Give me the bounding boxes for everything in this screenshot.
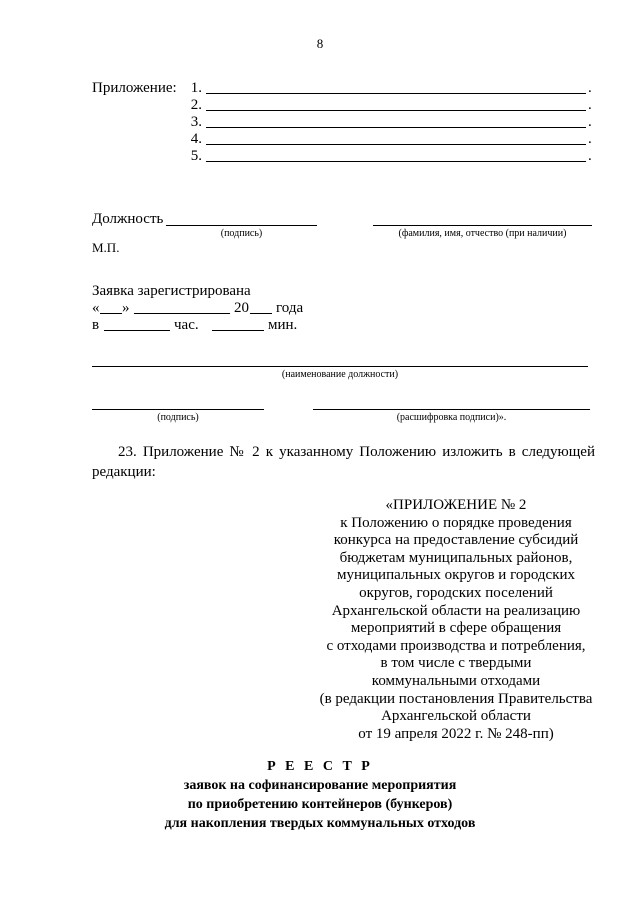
appendix-item-end: . (588, 97, 592, 113)
appendix-header-line: муниципальных округов и городских (336, 567, 576, 584)
registrar-decoding-line (313, 409, 590, 410)
appendix-item-end: . (588, 131, 592, 147)
appendix-item-line (206, 161, 586, 162)
minutes-label: мин. (268, 317, 298, 333)
position-name-line (92, 366, 588, 367)
appendix-header-line: к Положению о порядке проведения (340, 514, 572, 531)
appendix-item-number: 2. (190, 97, 202, 113)
fullname-caption: (фамилия, имя, отчество (при наличии) (398, 228, 567, 239)
appendix-header-line: от 19 апреля 2022 г. № 248-пп) (358, 725, 554, 742)
registration-time-row (92, 316, 352, 334)
registrar-decoding-caption: (расшифровка подписи)». (396, 412, 507, 423)
registration-title: Заявка зарегистрирована (92, 283, 251, 299)
year-line (250, 313, 272, 314)
month-line (134, 313, 230, 314)
appendix-header-line: (в редакции постановления Правительства (319, 690, 593, 707)
day-line (100, 313, 122, 314)
appendix-header-line: «ПРИЛОЖЕНИЕ № 2 (385, 497, 527, 513)
appendix-item-end: . (588, 80, 592, 96)
position-name-caption: (наименование должности) (281, 369, 399, 380)
appendix-item-number: 1. (190, 80, 202, 96)
appendix-header-line: бюджетам муниципальных районов, (339, 549, 573, 566)
hours-line (104, 330, 170, 331)
appendix-item-line (206, 93, 586, 94)
appendix-header (300, 497, 612, 743)
appendix-item-line (206, 110, 586, 111)
appendix-header-line: Архангельской области (381, 708, 531, 725)
appendix-item-end: . (588, 114, 592, 130)
time-prefix: в (92, 317, 100, 333)
appendix-header-line: конкурса на предоставление субсидий (333, 532, 579, 549)
year-prefix: 20 (234, 300, 249, 316)
appendix-header-line: округов, городских поселений (359, 584, 553, 601)
seal-mark: М.П. (92, 240, 120, 255)
signature-line (166, 225, 317, 226)
page-number: 8 (316, 36, 324, 51)
appendix-item-number: 5. (190, 148, 202, 164)
appendix-item-line (206, 144, 586, 145)
registry-subtitle-line: для накопления твердых коммунальных отходов (164, 816, 476, 831)
amendment-paragraph: 23. Приложение № 2 к указанному Положению изложить в следующей редакции: (92, 444, 595, 480)
registrar-signature-line (92, 409, 264, 410)
registry-subtitle-line: заявок на софинансирование мероприятия (183, 778, 457, 793)
appendix-header-line: мероприятий в сфере обращения (350, 620, 562, 637)
appendix-label: Приложение: (92, 80, 177, 96)
appendix-item-end: . (588, 148, 592, 164)
fullname-line (373, 225, 592, 226)
appendix-header-line: в том числе с твердыми (380, 655, 532, 672)
registry-title: Р Е Е С Т Р (267, 759, 373, 774)
registry-subtitle-line: по приобретению контейнеров (бункеров) (187, 797, 453, 812)
registry-heading (0, 757, 640, 833)
appendix-header-line: с отходами производства и потребления, (326, 637, 586, 654)
quote-close: » (122, 300, 130, 316)
appendix-item-number: 4. (190, 131, 202, 147)
year-suffix: года (276, 300, 304, 316)
appendix-header-line: Архангельской области на реализацию (331, 602, 581, 619)
signature-caption: (подпись) (220, 228, 263, 239)
quote-open: « (92, 300, 100, 316)
appendix-item-line (206, 127, 586, 128)
minutes-line (212, 330, 264, 331)
registrar-signature-caption: (подпись) (157, 412, 199, 423)
position-label: Должность (92, 211, 164, 227)
hours-label: час. (174, 317, 199, 333)
appendix-header-line: коммунальными отходами (371, 672, 541, 689)
appendix-item-number: 3. (190, 114, 202, 130)
registration-date-row (92, 299, 352, 317)
